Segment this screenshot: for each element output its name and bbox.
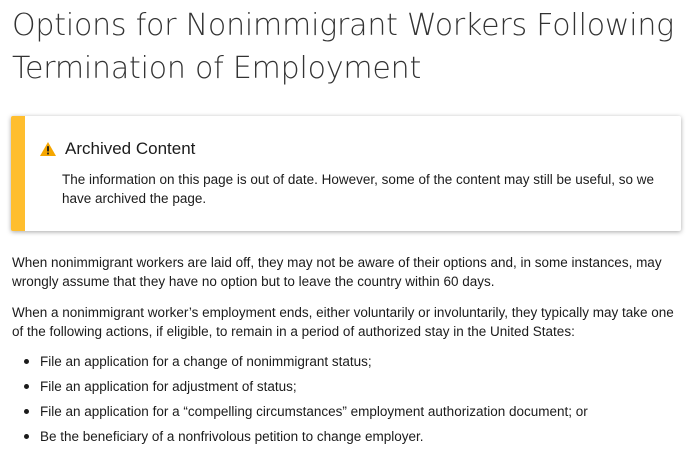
list-item-text: File an application for a “compelling circumstances” employment authorization document; or: [40, 404, 588, 419]
actions-list: [20, 352, 680, 452]
actions-intro-paragraph: When a nonimmigrant worker’s employment ends, either voluntarily or involuntarily, they typically may take one of the following actions, if eligible, to remain in a period of authorized stay in the United States:: [12, 305, 674, 339]
warning-icon: [39, 141, 57, 157]
archived-content-alert: [11, 116, 681, 231]
bullet: [24, 359, 29, 364]
alert-text: The information on this page is out of date. However, some of the content may still be useful, so we have archived the page.: [62, 172, 655, 206]
list-item-text: File an application for a change of nonimmigrant status;: [40, 354, 372, 369]
list-item-text: File an application for adjustment of status;: [40, 379, 297, 394]
bullet: [24, 409, 29, 414]
alert-heading-text: Archived Content: [65, 139, 196, 158]
list-item: [20, 377, 680, 402]
page-title: Options for Nonimmigrant Workers Following Termination of Employment: [12, 8, 674, 86]
list-item: [20, 402, 680, 427]
bullet: [24, 434, 29, 439]
alert-heading: [39, 138, 195, 160]
list-item: [20, 427, 680, 452]
intro-paragraph: When nonimmigrant workers are laid off, they may not be aware of their options and, in some instances, may wrongly assume that they have no option but to leave the country within 60 days.: [12, 255, 662, 289]
list-item-text: Be the beneficiary of a nonfrivolous petition to change employer.: [40, 429, 424, 444]
list-item: [20, 352, 680, 377]
bullet: [24, 384, 29, 389]
